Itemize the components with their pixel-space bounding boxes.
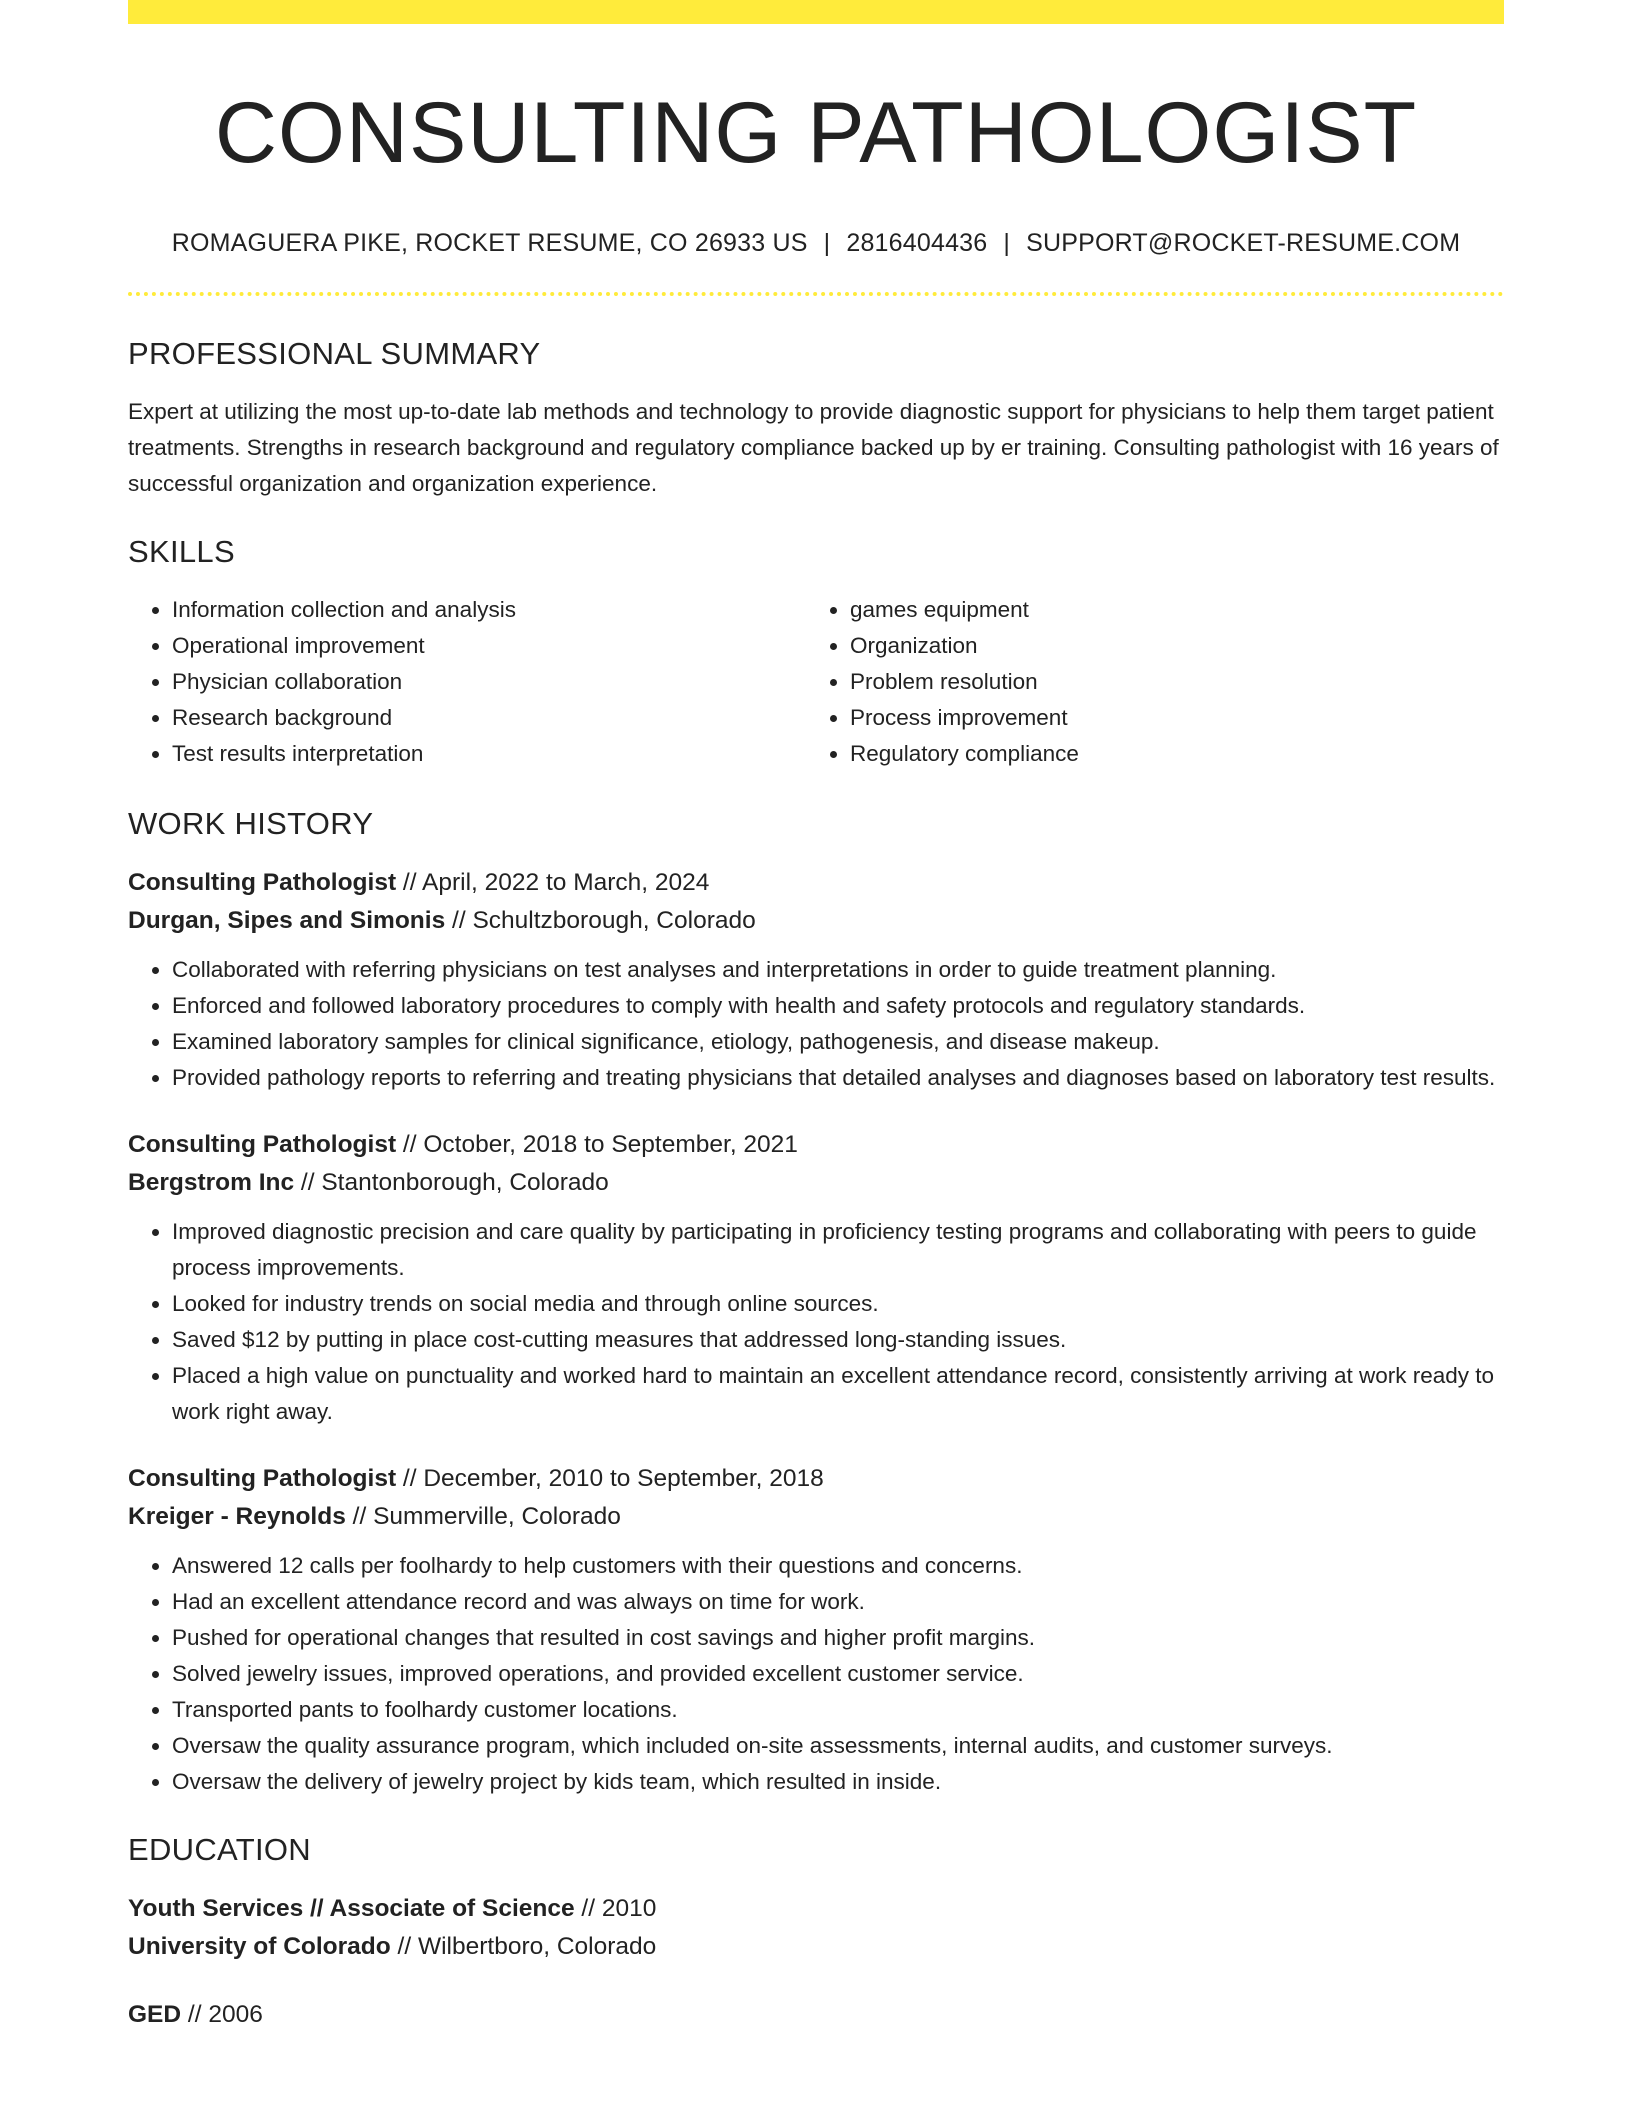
job-entry bbox=[128, 1460, 1504, 1800]
education-heading: EDUCATION bbox=[128, 1831, 311, 1867]
job-bullet: • Had an excellent attendance record and was always on time for work. bbox=[172, 1584, 1504, 1620]
job-company-line bbox=[128, 902, 1504, 940]
edu-separator: // bbox=[574, 1894, 602, 1922]
job-bullet: • Looked for industry trends on social media and through online sources. bbox=[172, 1286, 1504, 1322]
job-bullet: • Examined laboratory samples for clinical significance, etiology, pathogenesis, and disease makeup. bbox=[172, 1024, 1504, 1060]
edu-school-line bbox=[128, 1928, 1504, 1966]
job-bullet: • Improved diagnostic precision and care quality by participating in proficiency testing programs and collaborating with peers to guide process improvements. bbox=[172, 1214, 1504, 1286]
work-history-heading: WORK HISTORY bbox=[128, 805, 374, 841]
job-bullets bbox=[128, 952, 1504, 1096]
job-separator: // bbox=[396, 1130, 424, 1158]
resume-name: CONSULTING PATHOLOGIST bbox=[214, 85, 1418, 181]
job-bullets bbox=[128, 1548, 1504, 1800]
education-entry bbox=[128, 1890, 1504, 1966]
skill-item: • Research background bbox=[172, 700, 806, 736]
job-dates: April, 2022 to March, 2024 bbox=[422, 868, 710, 896]
job-title-line bbox=[128, 864, 1504, 902]
phone-text: 2816404436 bbox=[846, 228, 988, 257]
job-location: Stantonborough, Colorado bbox=[321, 1168, 609, 1196]
job-bullet: • Placed a high value on punctuality and worked hard to maintain an excellent attendance record, consistently arriving at work ready to work right away. bbox=[172, 1358, 1504, 1430]
edu-year: 2010 bbox=[601, 1894, 657, 1922]
job-separator: // bbox=[345, 1502, 374, 1530]
job-company: Bergstrom Inc bbox=[128, 1168, 295, 1196]
skill-item: • Information collection and analysis bbox=[172, 592, 806, 628]
summary-heading: PROFESSIONAL SUMMARY bbox=[128, 335, 541, 371]
job-company-line bbox=[128, 1498, 1504, 1536]
job-bullet: • Oversaw the quality assurance program, which included on-site assessments, internal audits, and customer surveys. bbox=[172, 1728, 1504, 1764]
skill-item: • Operational improvement bbox=[172, 628, 806, 664]
top-accent-bar bbox=[128, 0, 1504, 24]
job-role: Consulting Pathologist bbox=[128, 1464, 397, 1492]
job-bullet: • Collaborated with referring physicians on test analyses and interpretations in order to guide treatment planning. bbox=[172, 952, 1504, 988]
job-location: Summerville, Colorado bbox=[373, 1502, 621, 1530]
skills-list bbox=[128, 592, 1504, 772]
edu-degree-line bbox=[128, 1890, 1504, 1928]
job-entry bbox=[128, 1126, 1504, 1430]
job-separator: // bbox=[445, 906, 473, 934]
job-bullet: • Saved $12 by putting in place cost-cutting measures that addressed long-standing issues. bbox=[172, 1322, 1504, 1358]
job-company-line bbox=[128, 1164, 1504, 1202]
education-entry bbox=[128, 1996, 1504, 2034]
job-bullet: • Pushed for operational changes that resulted in cost savings and higher profit margins. bbox=[172, 1620, 1504, 1656]
job-bullet: • Oversaw the delivery of jewelry project by kids team, which resulted in inside. bbox=[172, 1764, 1504, 1800]
skill-item: • Regulatory compliance bbox=[850, 736, 1484, 772]
skill-item: • games equipment bbox=[850, 592, 1484, 628]
skill-item: • Physician collaboration bbox=[172, 664, 806, 700]
job-role: Consulting Pathologist bbox=[128, 1130, 397, 1158]
job-title-line bbox=[128, 1126, 1504, 1164]
edu-separator: // bbox=[390, 1932, 418, 1960]
job-company: Durgan, Sipes and Simonis bbox=[128, 906, 446, 934]
job-bullet: • Answered 12 calls per foolhardy to help customers with their questions and concerns. bbox=[172, 1548, 1504, 1584]
job-separator: // bbox=[396, 1464, 424, 1492]
job-bullet: • Transported pants to foolhardy customer locations. bbox=[172, 1692, 1504, 1728]
skills-column-1 bbox=[128, 592, 806, 772]
edu-school: University of Colorado bbox=[128, 1932, 391, 1960]
edu-degree-line bbox=[128, 1996, 1504, 2034]
address-text: ROMAGUERA PIKE, ROCKET RESUME, CO 26933 US bbox=[171, 228, 808, 257]
edu-degree: Youth Services // Associate of Science bbox=[128, 1894, 575, 1922]
edu-year: 2006 bbox=[208, 2000, 263, 2028]
job-bullet: • Enforced and followed laboratory procedures to comply with health and safety protocols and regulatory standards. bbox=[172, 988, 1504, 1024]
job-separator: // bbox=[294, 1168, 322, 1196]
contact-separator: | bbox=[823, 228, 831, 257]
job-role: Consulting Pathologist bbox=[128, 868, 397, 896]
edu-degree: GED bbox=[128, 2000, 182, 2028]
job-bullet: • Provided pathology reports to referring and treating physicians that detailed analyses and diagnoses based on laboratory test results. bbox=[172, 1060, 1504, 1096]
job-location: Schultzborough, Colorado bbox=[472, 906, 756, 934]
skills-column-2 bbox=[806, 592, 1484, 772]
edu-location: Wilbertboro, Colorado bbox=[417, 1932, 657, 1960]
job-dates: October, 2018 to September, 2021 bbox=[423, 1130, 798, 1158]
dotted-divider bbox=[128, 292, 1504, 296]
skill-item: • Process improvement bbox=[850, 700, 1484, 736]
job-title-line bbox=[128, 1460, 1504, 1498]
job-separator: // bbox=[396, 868, 423, 896]
job-company: Kreiger - Reynolds bbox=[128, 1502, 346, 1530]
job-bullets bbox=[128, 1214, 1504, 1430]
job-bullet: • Solved jewelry issues, improved operations, and provided excellent customer service. bbox=[172, 1656, 1504, 1692]
skill-item: • Problem resolution bbox=[850, 664, 1484, 700]
job-entry bbox=[128, 864, 1504, 1096]
email-text: SUPPORT@ROCKET-RESUME.COM bbox=[1026, 228, 1461, 257]
contact-separator: | bbox=[1003, 228, 1011, 257]
summary-text: Expert at utilizing the most up-to-date lab methods and technology to provide diagnostic support for physicians to help them target patient treatments. Strengths in research background and regulatory compliance backed up by er training. Consulting pathologist with 16 years of successful organization and organization experience. bbox=[128, 398, 1499, 496]
edu-separator: // bbox=[181, 2000, 209, 2028]
job-dates: December, 2010 to September, 2018 bbox=[423, 1464, 824, 1492]
contact-line bbox=[128, 229, 1504, 258]
skills-heading: SKILLS bbox=[128, 533, 235, 569]
skill-item: • Test results interpretation bbox=[172, 736, 806, 772]
resume-page bbox=[128, 0, 1504, 2034]
skill-item: • Organization bbox=[850, 628, 1484, 664]
